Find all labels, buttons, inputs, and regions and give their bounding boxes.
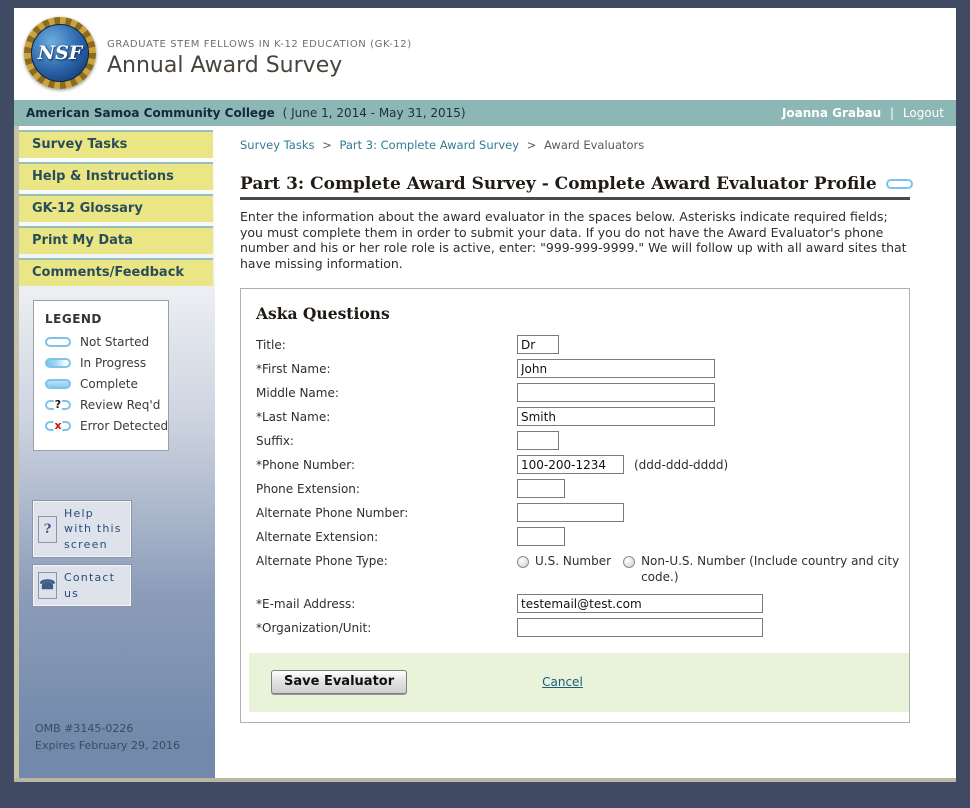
field-label: *Last Name:: [256, 409, 331, 424]
app-header: [14, 8, 956, 100]
sidebar-menu: [19, 126, 215, 286]
phone-format-hint: (ddd-ddd-dddd): [634, 457, 729, 472]
omb-expiry: Expires February 29, 2016: [35, 738, 180, 752]
title-input[interactable]: [517, 335, 559, 354]
suffix-input[interactable]: [517, 431, 559, 450]
legend-label: Complete: [80, 377, 138, 391]
cancel-link[interactable]: Cancel: [542, 675, 583, 690]
breadcrumb-survey-tasks[interactable]: Survey Tasks: [240, 138, 315, 152]
field-row-alternate-phone: [256, 502, 901, 523]
field-row-first-name: [256, 358, 901, 379]
content-area: [215, 126, 956, 778]
survey-period: ( June 1, 2014 - May 31, 2015): [282, 106, 466, 120]
status-pill-complete-icon: [45, 379, 71, 389]
status-pill-review-icon: [45, 397, 71, 411]
non-us-number-label: Non-U.S. Number (Include country and city code.): [641, 554, 900, 584]
help-button-label: Help with this screen: [64, 507, 122, 551]
user-logout-separator: |: [890, 106, 895, 120]
legend-item: [45, 398, 160, 412]
legend-label: In Progress: [80, 356, 147, 370]
user-name: Joanna Grabau: [781, 106, 882, 120]
field-label: Middle Name:: [256, 385, 339, 400]
status-pill-error-icon: [45, 418, 71, 432]
help-with-screen-button[interactable]: [33, 501, 131, 557]
legend-item: [45, 418, 169, 433]
field-row-alternate-phone-type: [256, 554, 901, 585]
field-label: *First Name:: [256, 361, 331, 376]
field-label: Phone Extension:: [256, 481, 360, 496]
legend-item: [45, 356, 160, 370]
sidebar-buttons: [19, 501, 215, 606]
sidebar-item-help-instructions[interactable]: Help & Instructions: [19, 162, 213, 190]
instructions-text: Enter the information about the award evaluator in the spaces below. Asterisks indicate required fields; you must complete them in order to submit your data. If you do not have the Award Evaluator's phone number and his or her role role is active, enter: "999-999-9999." We will follow up with all award sites that have missing information.: [240, 209, 907, 271]
legend-label: Review Req'd: [80, 398, 161, 412]
organization-input[interactable]: [517, 618, 763, 637]
field-row-last-name: [256, 406, 901, 427]
user-area: [782, 106, 944, 120]
review-glyph: ?: [54, 397, 62, 411]
page-title: Part 3: Complete Award Survey - Complete Award Evaluator Profile: [240, 174, 877, 194]
last-name-input[interactable]: [517, 407, 715, 426]
legend-box: [33, 300, 169, 451]
sidebar-item-gk12-glossary[interactable]: GK-12 Glossary: [19, 194, 213, 222]
breadcrumb-separator: >: [526, 138, 537, 152]
us-number-label: U.S. Number: [535, 554, 612, 568]
field-row-email: [256, 593, 901, 614]
field-label: Alternate Phone Number:: [256, 505, 409, 520]
us-number-radio[interactable]: [517, 556, 529, 568]
breadcrumb-separator: >: [322, 138, 332, 152]
legend-item: [45, 377, 160, 391]
page-title-row: [240, 174, 932, 194]
field-label: Alternate Extension:: [256, 529, 379, 544]
field-row-middle-name: [256, 382, 901, 403]
save-evaluator-button[interactable]: Save Evaluator: [271, 670, 407, 694]
legend-label: Error Detected: [80, 419, 169, 433]
field-label: Title:: [256, 337, 286, 352]
title-divider: [240, 197, 910, 200]
breadcrumb: [240, 138, 932, 152]
field-label: Alternate Phone Type:: [256, 554, 388, 568]
app-title: Annual Award Survey: [107, 53, 343, 78]
us-number-option: [517, 554, 611, 570]
legend-label: Not Started: [80, 335, 150, 349]
middle-name-input[interactable]: [517, 383, 715, 402]
alternate-phone-input[interactable]: [517, 503, 624, 522]
contact-button-label: Contact us: [64, 571, 116, 600]
legend-title: LEGEND: [45, 312, 102, 326]
header-text: [107, 39, 412, 78]
alternate-phone-type-group: [517, 554, 923, 585]
status-pill-not-started-icon: [886, 179, 913, 189]
error-glyph: x: [54, 418, 62, 432]
logout-link[interactable]: Logout: [902, 106, 944, 120]
nsf-logo-text: NSF: [37, 42, 83, 64]
question-mark-icon: ?: [38, 516, 57, 543]
institution-name: American Samoa Community College: [26, 106, 275, 120]
non-us-number-option: [623, 554, 923, 585]
field-label: *E-mail Address:: [256, 596, 356, 611]
institution-bar: [14, 100, 956, 126]
sidebar-item-print-my-data[interactable]: Print My Data: [19, 226, 213, 254]
nsf-globe-icon: [31, 24, 89, 82]
field-row-alternate-extension: [256, 526, 901, 547]
field-row-phone-number: [256, 454, 901, 475]
field-row-title: [256, 334, 901, 355]
institution-info: [26, 106, 466, 120]
field-row-organization: [256, 617, 901, 638]
non-us-number-radio[interactable]: [623, 556, 635, 568]
alternate-extension-input[interactable]: [517, 527, 565, 546]
program-name: GRADUATE STEM FELLOWS IN K-12 EDUCATION (GK-12): [107, 39, 412, 50]
field-label: Suffix:: [256, 433, 294, 448]
field-row-phone-extension: [256, 478, 901, 499]
email-input[interactable]: [517, 594, 763, 613]
evaluator-name-heading: Aska Questions: [256, 304, 390, 323]
phone-number-input[interactable]: [517, 455, 624, 474]
phone-icon: ☎: [38, 572, 57, 599]
first-name-input[interactable]: [517, 359, 715, 378]
sidebar-item-comments-feedback[interactable]: Comments/Feedback: [19, 258, 213, 286]
phone-extension-input[interactable]: [517, 479, 565, 498]
evaluator-form-panel: [240, 288, 910, 723]
omb-number: OMB #3145-0226: [35, 721, 134, 735]
field-label: *Organization/Unit:: [256, 620, 372, 635]
sidebar-item-survey-tasks[interactable]: Survey Tasks: [19, 130, 213, 158]
sidebar: [14, 126, 215, 778]
status-pill-in-progress-icon: [45, 358, 71, 368]
contact-us-button[interactable]: [33, 565, 131, 606]
breadcrumb-part3[interactable]: Part 3: Complete Award Survey: [339, 138, 520, 152]
legend-item: [45, 335, 160, 349]
omb-notice: [35, 720, 180, 754]
breadcrumb-current: Award Evaluators: [544, 138, 645, 152]
action-bar: [249, 653, 909, 712]
status-pill-not-started-icon: [45, 337, 71, 347]
field-row-suffix: [256, 430, 901, 451]
page: [14, 8, 956, 782]
field-label: *Phone Number:: [256, 457, 356, 472]
nsf-logo: [24, 17, 96, 89]
